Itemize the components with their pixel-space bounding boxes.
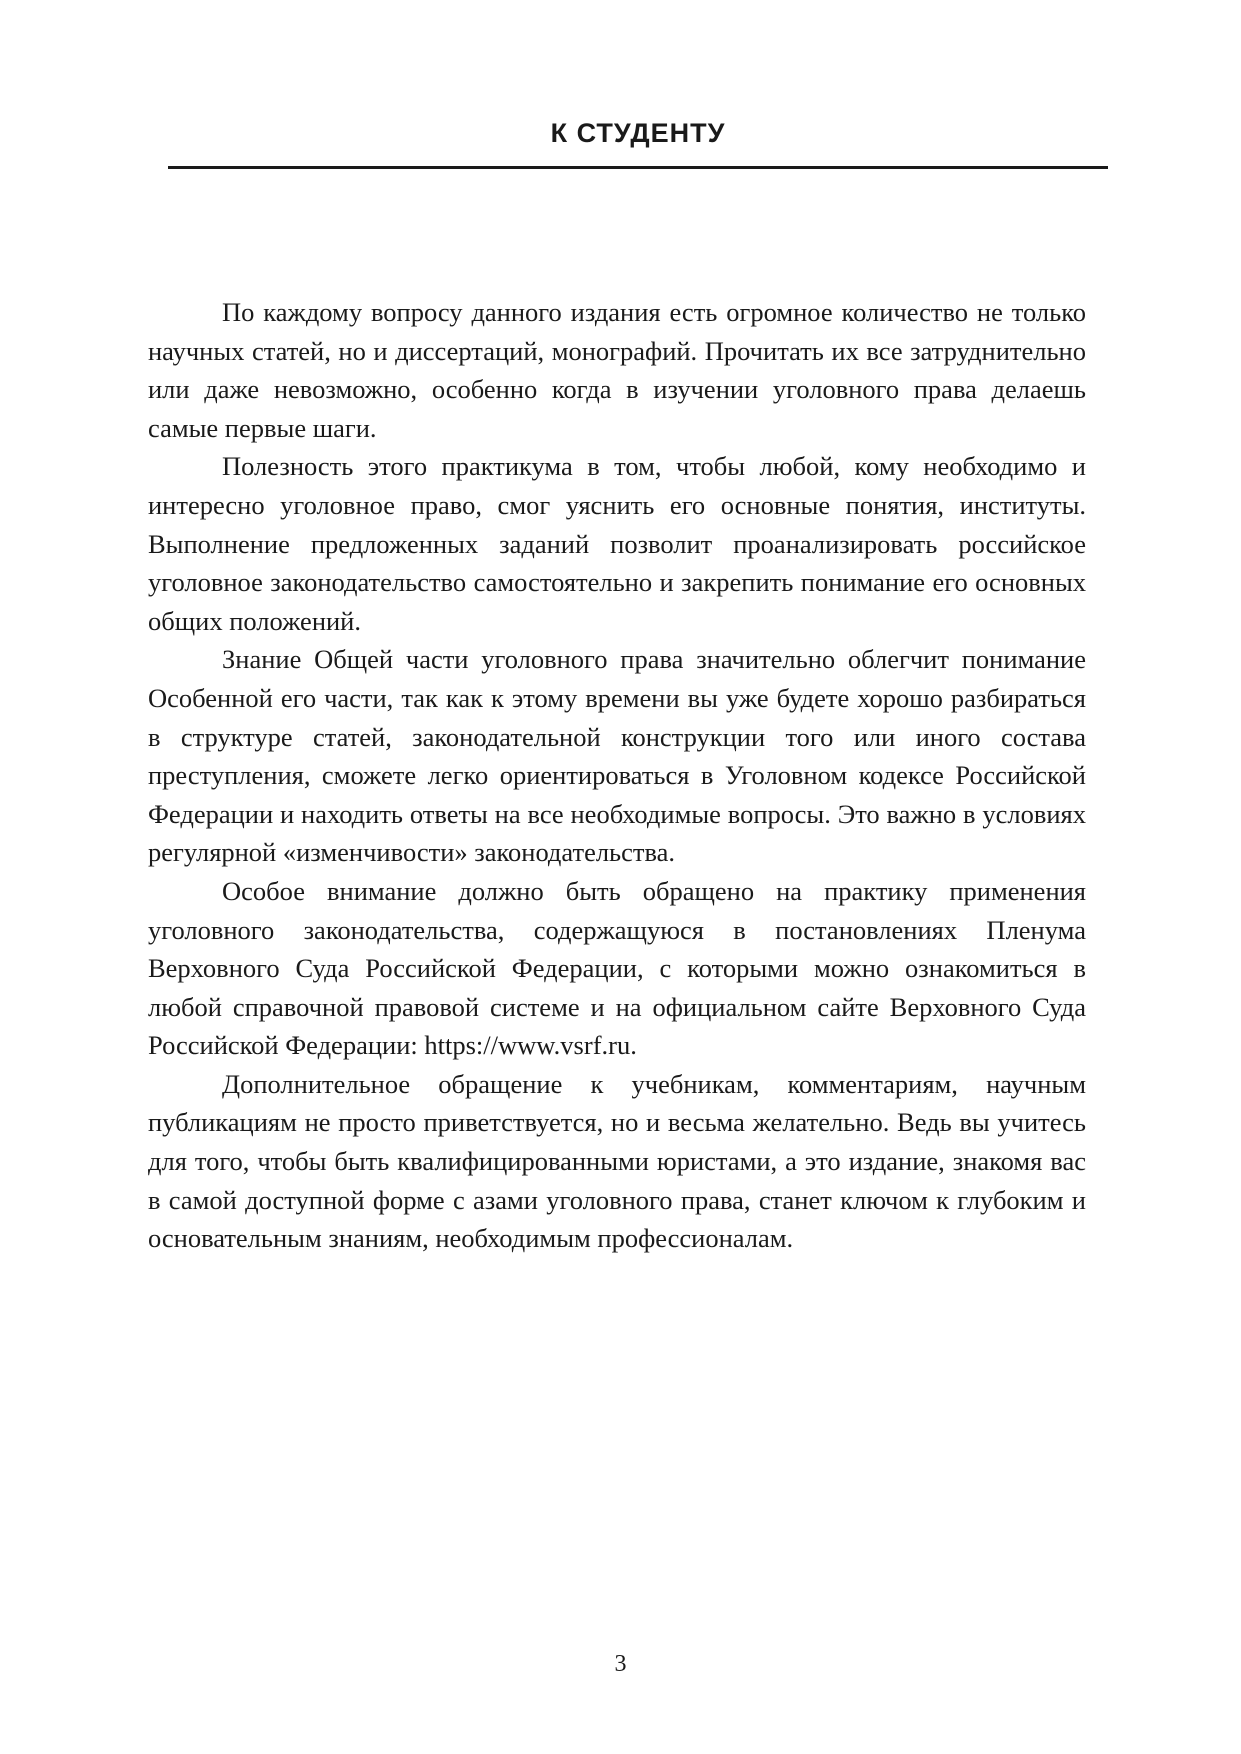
- body-text: [148, 293, 1086, 1258]
- paragraph: По каждому вопросу данного издания есть огромное количество не только научных статей, но и диссертаций, монографий. Прочитать их все затруднительно или даже невозможно, особенно когда в изучении уголовного права делаешь самые первые шаги.: [148, 297, 1086, 443]
- title-rule: [168, 166, 1108, 169]
- paragraph: Знание Общей части уголовного права значительно облегчит понимание Особенной его части, так как к этому времени вы уже будете хорошо разбираться в структуре статей, законодательной конструкции того или иного состава преступления, сможете легко ориентироваться в Уголовном кодексе Российской Федерации и находить ответы на все необходимые вопросы. Это важно в условиях регулярной «изменчивости» законодательства.: [148, 644, 1086, 868]
- paragraph: Полезность этого практикума в том, чтобы любой, кому необходимо и интересно уголовное право, смог уяснить его основные понятия, институты. Выполнение предложенных заданий позволит проанализировать российское уголовное законодательство самостоятельно и закрепить понимание его основных общих положений.: [148, 451, 1086, 636]
- paragraph: Дополнительное обращение к учебникам, комментариям, научным публикациям не просто приветствуется, но и весьма желательно. Ведь вы учитесь для того, чтобы быть квалифицированными юристами, а это издание, знакомя вас в самой доступной форме с азами уголовного права, станет ключом к глубоким и основательным знаниям, необходимым профессионалам.: [148, 1068, 1086, 1254]
- page-title: К СТУДЕНТУ: [550, 118, 726, 148]
- page-number: 3: [614, 1651, 627, 1677]
- paragraph: Особое внимание должно быть обращено на практику применения уголовного законодательства, содержащуюся в постановлениях Пленума Верховного Суда Российской Федерации, с которыми можно ознакомиться в любой справочной правовой системе и на официальном сайте Верховного Суда Российской Федерации: https://www.vsrf.ru.: [148, 875, 1086, 1061]
